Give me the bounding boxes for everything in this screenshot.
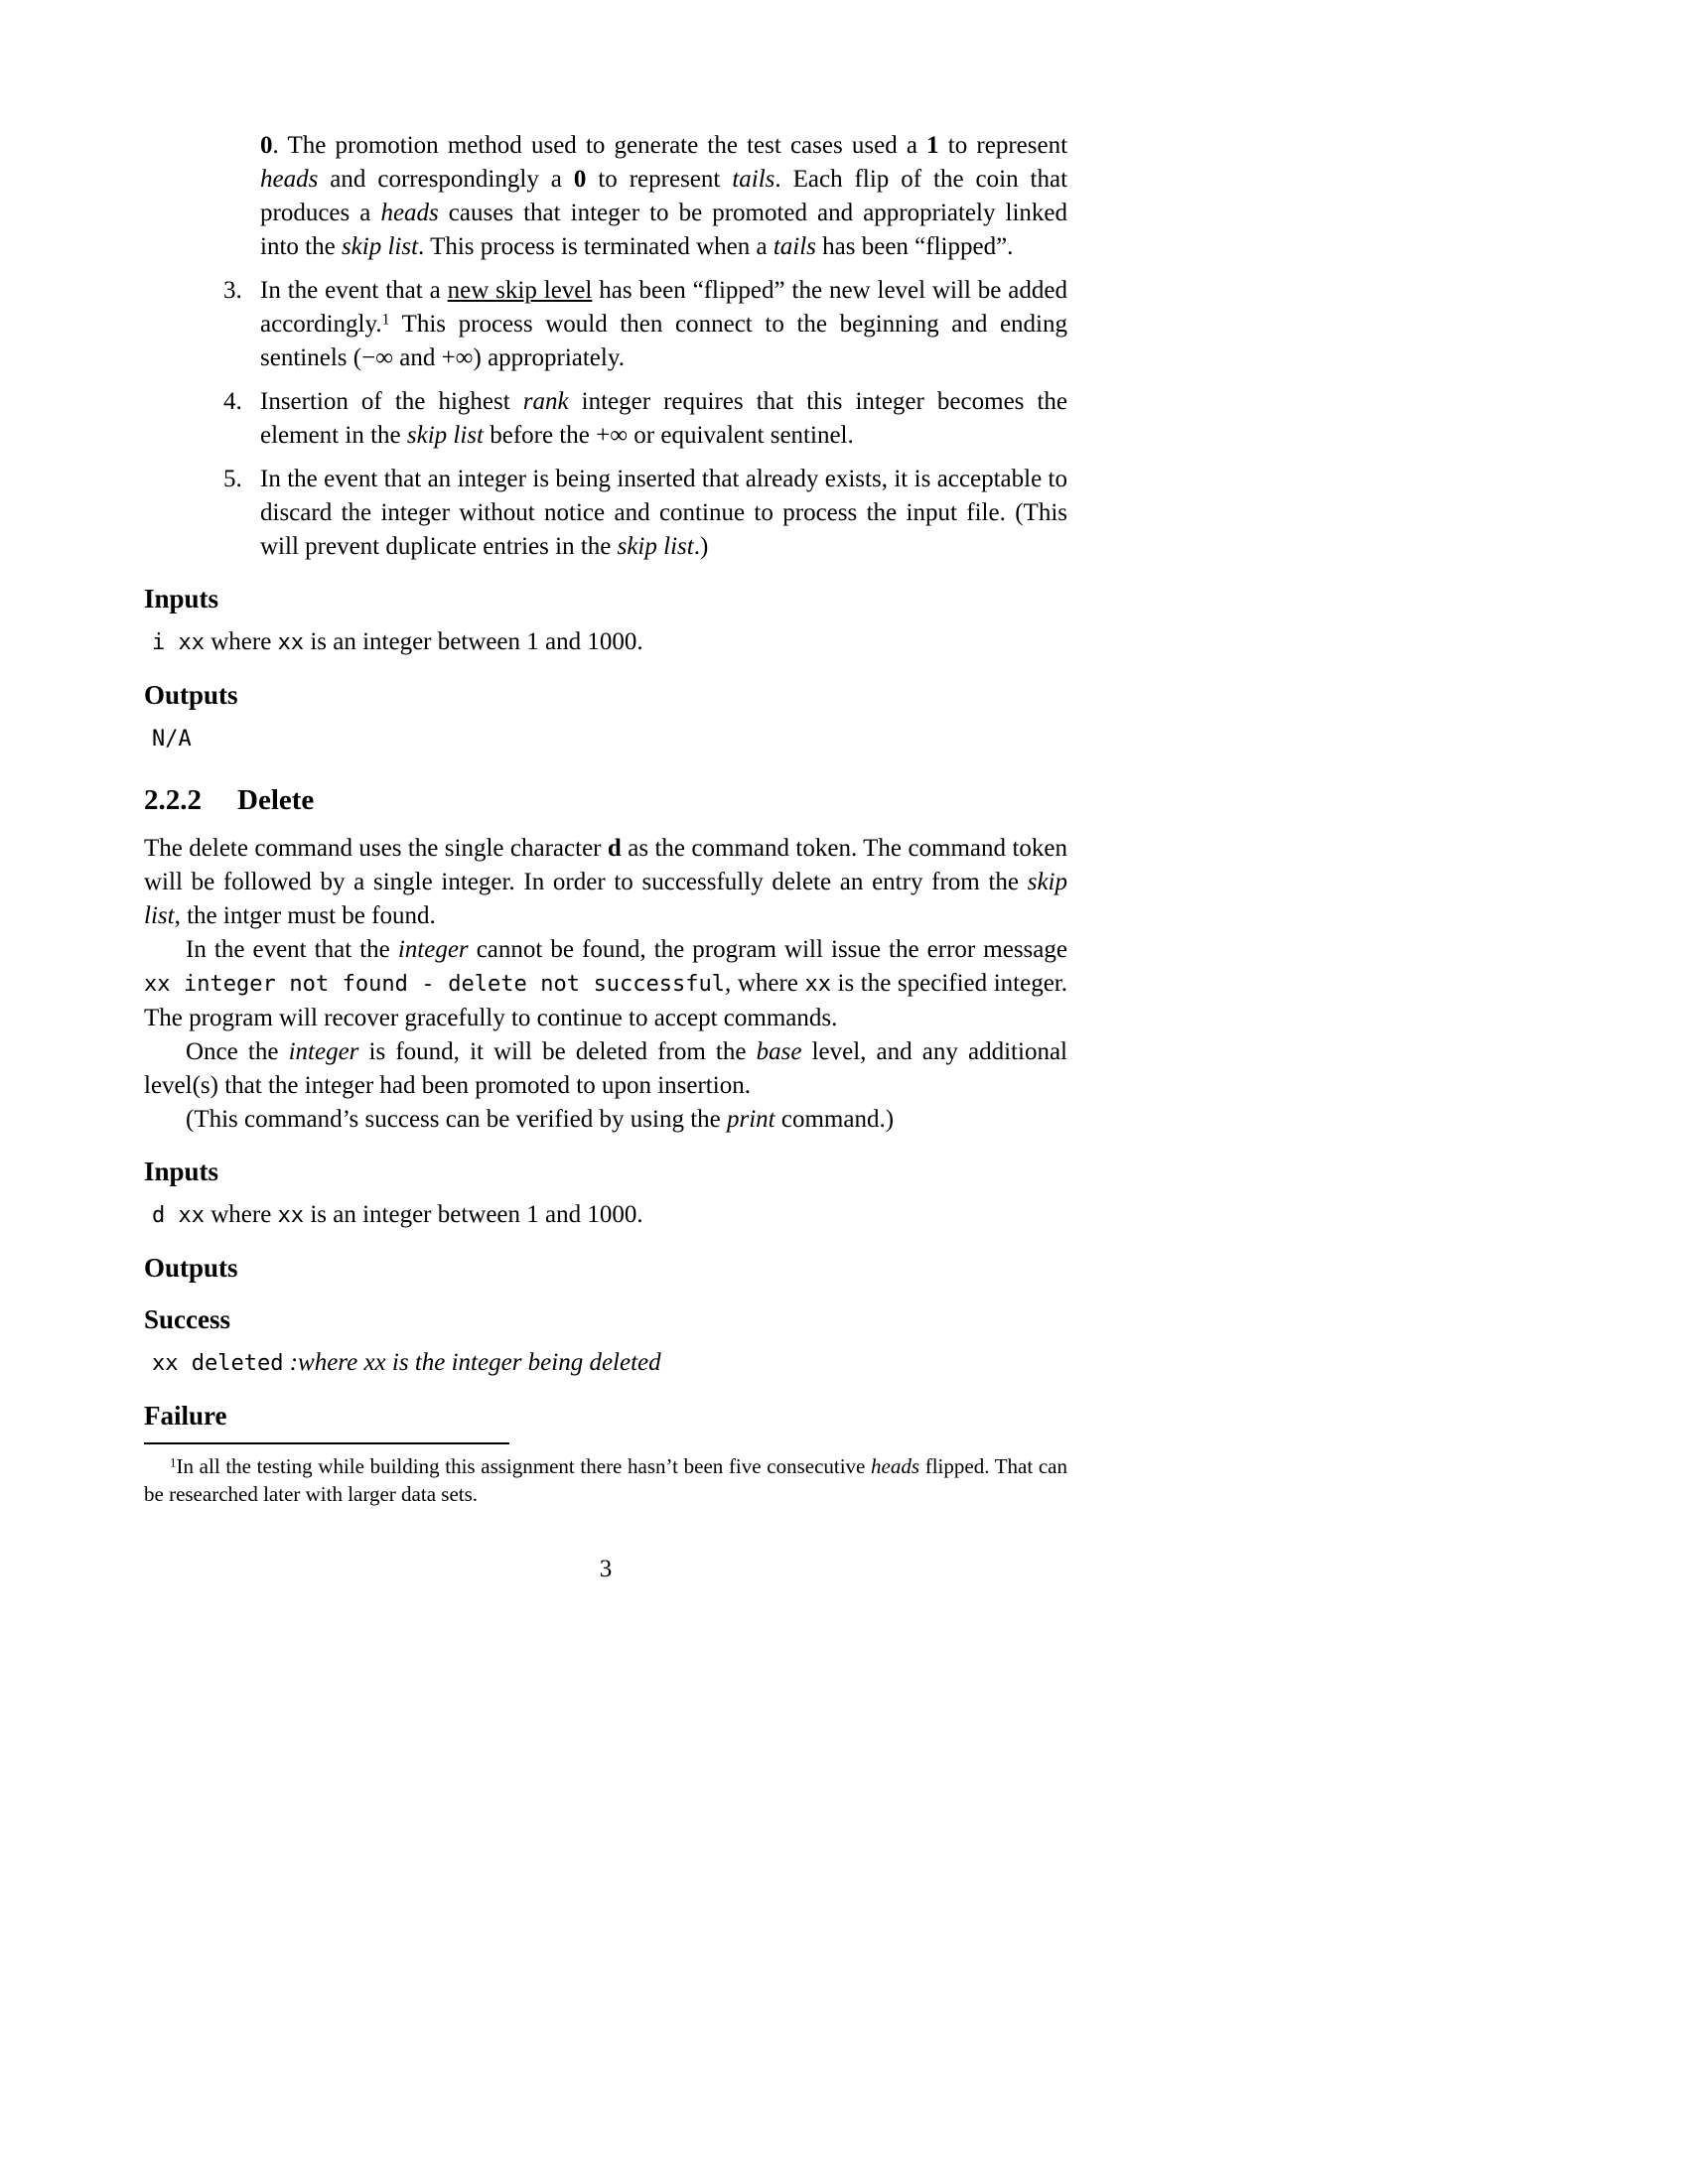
outputs-heading: Outputs (144, 1253, 238, 1283)
success-heading: Success (144, 1304, 230, 1334)
list-item-text: In the event that a new skip level has been “flipped” the new level will be added accordingly.$^1$ This process would then connect to the beginning and ending sentinels (−∞ and +∞) appropriately. (260, 277, 1067, 371)
delete-paragraph-3: Once the integer is found, it will be deleted from the base level, and any additional level(s) that the integer had been promoted to upon insertion. (144, 1038, 1067, 1099)
insert-output-value (144, 722, 1067, 756)
section-number: 2.2.2 (144, 784, 202, 816)
delete-paragraph-2: In the event that the integer cannot be found, the program will issue the error message xx integer not found - delete not successful, where xx is the specified integer. The program will recover gracefully to continue to accept commands. (144, 936, 1067, 1031)
inputs-heading: Inputs (144, 1157, 219, 1186)
list-item-continuation: 0. The promotion method used to generate the test cases used a 1 to represent heads and correspondingly a 0 to represent tails. Each flip of the coin that produces a heads causes that integer to be promoted and appropriately linked into the skip list. This process is terminated when a tails has been “flipped”. (260, 132, 1068, 260)
outputs-heading: Outputs (144, 680, 238, 710)
list-item-4 (144, 385, 1067, 453)
section-heading-delete (144, 782, 1067, 818)
delete-paragraph-4: (This command’s success can be verified by using the print command.) (186, 1106, 895, 1133)
text-block (144, 129, 1067, 1583)
inputs-heading: Inputs (144, 584, 219, 614)
delete-input-spec: d xx where xx is an integer between 1 and 1000. (152, 1201, 643, 1228)
section-title: Delete (237, 784, 315, 816)
list-item-text: In the event that an integer is being inserted that already exists, it is acceptable to discard the integer without notice and continue to process the input file. (This will prevent duplicate entries in the skip list.) (260, 466, 1067, 560)
list-item-5 (144, 463, 1067, 564)
footnote-text: $^1$In all the testing while building this assignment there hasn’t been five consecutive heads flipped. That can be researched later with larger data sets. (144, 1454, 1068, 1506)
list-item-text: Insertion of the highest rank integer requires that this integer becomes the element in the skip list before the +∞ or equivalent sentinel. (260, 388, 1067, 449)
failure-heading: Failure (144, 1401, 227, 1431)
success-output-line: xx deleted :where xx is the integer being deleted (152, 1349, 661, 1376)
insert-input-spec: i xx where xx is an integer between 1 and 1000. (152, 628, 643, 655)
footnote-rule (144, 1442, 509, 1444)
list-item-3 (144, 274, 1067, 375)
output-value-text: N/A (152, 727, 192, 751)
list-item-number: 5. (223, 466, 242, 492)
list-item-number: 3. (223, 277, 242, 304)
delete-paragraph-1: The delete command uses the single character d as the command token. The command token will be followed by a single integer. In order to successfully delete an entry from the skip list, the intger must be found. (144, 835, 1067, 929)
page-number: 3 (599, 1556, 613, 1582)
list-item-number: 4. (223, 388, 242, 415)
